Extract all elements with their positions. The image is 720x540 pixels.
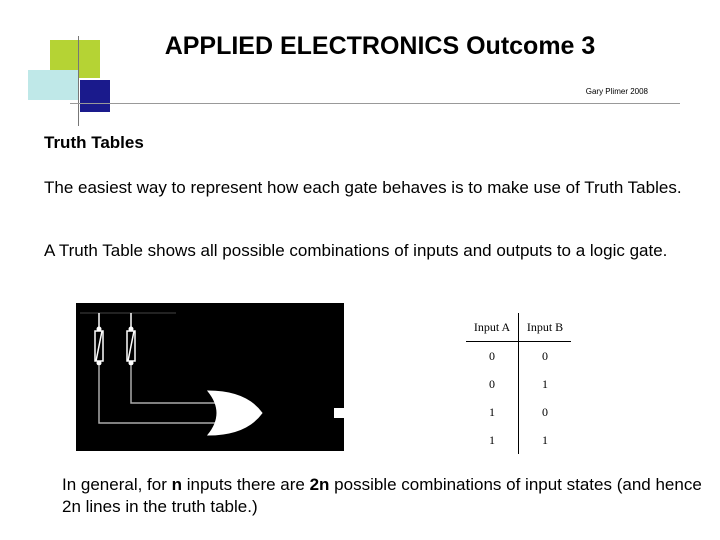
header-input-b: Input B <box>519 313 572 342</box>
paragraph-definition: A Truth Table shows all possible combinations of inputs and outputs to a logic gate. <box>44 241 668 260</box>
switch-b-icon <box>127 313 135 366</box>
logic-gate-circuit <box>76 303 344 451</box>
cell-b: 0 <box>542 404 548 419</box>
vertical-line <box>78 36 79 126</box>
cell-a: 1 <box>466 398 519 426</box>
closing-text-2: inputs there are <box>182 475 310 494</box>
closing-2n: 2n <box>309 475 330 494</box>
author-credit: Gary Plimer 2008 <box>585 87 648 96</box>
blue-block <box>80 80 110 112</box>
cell-a: 0 <box>466 342 519 371</box>
switch-a-icon <box>95 313 103 366</box>
closing-paragraph <box>62 474 702 518</box>
table-row <box>466 426 571 454</box>
table-header-row <box>466 313 571 342</box>
table-row <box>466 398 571 426</box>
or-gate-icon <box>208 391 262 435</box>
cell-b: 1 <box>542 432 548 447</box>
paragraph-intro: The easiest way to represent how each gate behaves is to make use of Truth Tables. <box>44 178 682 197</box>
closing-text-1: In general, for <box>62 475 172 494</box>
cell-a: 0 <box>466 370 519 398</box>
table-row <box>466 342 571 371</box>
cell-a: 1 <box>466 426 519 454</box>
teal-block <box>28 70 78 100</box>
header-rule <box>70 103 680 104</box>
table-row <box>466 370 571 398</box>
slide-title: APPLIED ELECTRONICS Outcome 3 <box>164 32 596 60</box>
circuit-diagram <box>76 303 344 451</box>
truth-table <box>466 313 571 454</box>
section-heading: Truth Tables <box>44 133 144 152</box>
cell-b: 0 <box>542 348 548 363</box>
cell-b: 1 <box>542 376 548 391</box>
closing-n: n <box>171 475 183 494</box>
closing-text-3: possible combinations of input states (and hence 2n lines in the truth table.) <box>62 475 702 516</box>
header-input-a: Input A <box>466 313 519 342</box>
